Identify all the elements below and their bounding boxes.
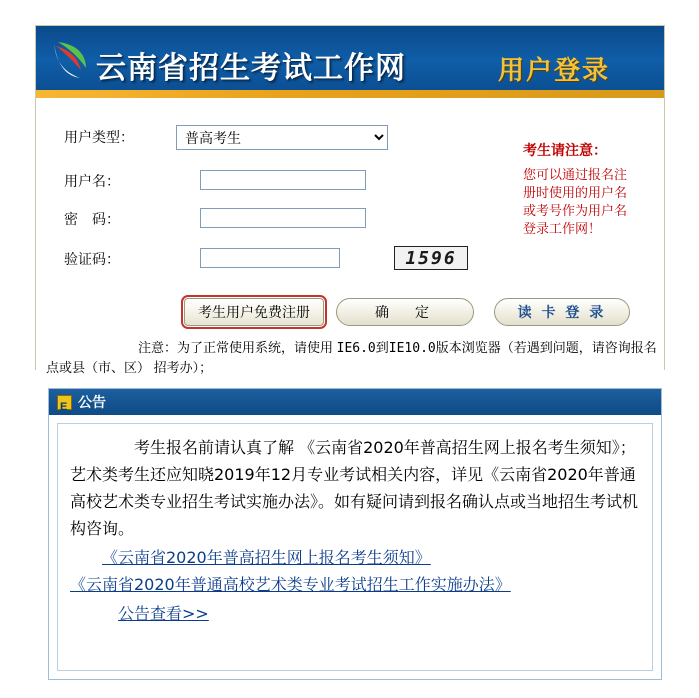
username-label: 用户名： — [64, 173, 120, 189]
login-notice-title: 考生请注意： — [523, 142, 607, 158]
user-type-label: 用户类型： — [64, 129, 134, 145]
browser-note-prefix: 注意：为了正常使用系统，请使用 — [138, 340, 337, 355]
user-type-select[interactable] — [176, 125, 388, 150]
announcement-link-1[interactable]: 《云南省2020年普高招生网上报名考生须知》 — [102, 548, 431, 567]
submit-button[interactable]: 确 定 — [336, 298, 474, 326]
button-row — [36, 298, 664, 332]
announcement-body: 考生报名前请认真了解 《云南省2020年普高招生网上报名考生须知》；艺术类考生还应知晓2019年12月专业考试相关内容，详见《云南省2020年普通高校艺术类专业招生考试实施办法》。如有疑问请到报名确认点或当地招生考试机构咨询。 — [70, 438, 639, 538]
captcha-image[interactable]: 1596 — [394, 246, 468, 270]
page-title: 用户登录 — [498, 56, 611, 86]
login-panel — [35, 25, 665, 375]
login-form — [36, 98, 664, 375]
announcement-link-2[interactable]: 《云南省2020年普通高校艺术类专业考试招生工作实施办法》 — [70, 575, 511, 594]
announcement-header — [49, 389, 661, 415]
browser-note-version: IE6.0到IE10.0 — [336, 341, 436, 356]
announcement-content — [57, 423, 653, 671]
announcement-panel — [48, 388, 662, 680]
banner-stripe — [36, 90, 664, 98]
password-label: 密 码： — [64, 211, 120, 227]
announcement-links — [70, 544, 640, 627]
announcement-icon — [57, 395, 72, 410]
captcha-label: 验证码： — [64, 251, 120, 267]
browser-note — [46, 338, 658, 377]
site-banner — [36, 26, 664, 98]
username-input[interactable] — [200, 170, 366, 190]
register-button[interactable]: 考生用户免费注册 — [184, 298, 324, 326]
browser-note-suffix: 版本浏览器（若遇到问题，请咨询报名点或县（市、区） 招考办）； — [46, 340, 657, 375]
announcement-more-link[interactable]: 公告查看>> — [118, 604, 209, 623]
site-title: 云南省招生考试工作网 — [96, 51, 406, 86]
captcha-input[interactable] — [200, 248, 340, 268]
card-login-button[interactable]: 读 卡 登 录 — [494, 298, 630, 326]
announcement-header-label: 公告 — [78, 394, 106, 410]
login-notice-text: 您可以通过报名注册时使用的用户名或考号作为用户名登录工作网！ — [523, 167, 628, 236]
password-input[interactable] — [200, 208, 366, 228]
leaf-logo-icon — [50, 40, 90, 82]
